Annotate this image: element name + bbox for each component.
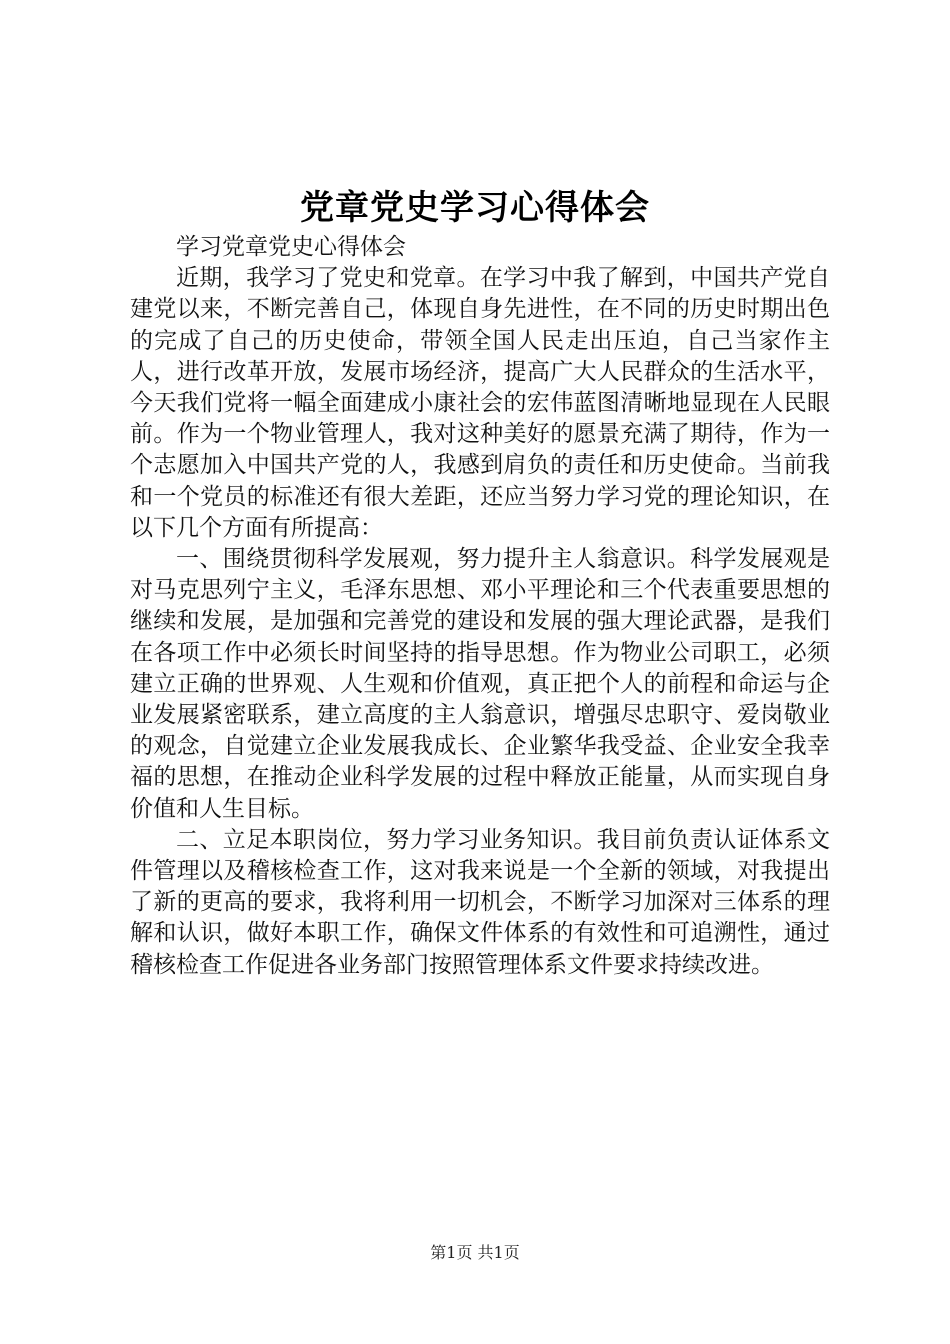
- document-title: 党章党史学习心得体会: [300, 188, 650, 228]
- section-one-paragraph: 一、围绕贯彻科学发展观，努力提升主人翁意识。科学发展观是对马克思列宁主义，毛泽东思想、邓小平理论和三个代表重要思想的继续和发展，是加强和完善党的建设和发展的强大理论武器，是我们在各项工作中必须长时间坚持的指导思想。作为物业公司职工，必须建立正确的世界观、人生观和价值观，真正把个人的前程和命运与企业发展紧密联系，建立高度的主人翁意识，增强尽忠职守、爱岗敬业的观念，自觉建立企业发展我成长、企业繁华我受益、企业安全我幸福的思想，在推动企业科学发展的过程中释放正能量，从而实现自身价值和人生目标。: [130, 546, 830, 822]
- subtitle-paragraph: 学习党章党史心得体会: [176, 234, 406, 260]
- page-footer: 第1页 共1页: [430, 1243, 520, 1262]
- document-body: [130, 232, 830, 981]
- section-two-paragraph: 二、立足本职岗位，努力学习业务知识。我目前负责认证体系文件管理以及稽核检查工作，这对我来说是一个全新的领域，对我提出了新的更高的要求，我将利用一切机会，不断学习加深对三体系的理解和认识，做好本职工作，确保文件体系的有效性和可追溯性，通过稽核检查工作促进各业务部门按照管理体系文件要求持续改进。: [130, 826, 830, 978]
- intro-paragraph: 近期，我学习了党史和党章。在学习中我了解到，中国共产党自建党以来，不断完善自己，体现自身先进性，在不同的历史时期出色的完成了自己的历史使命，带领全国人民走出压迫，自己当家作主人，进行改革开放，发展市场经济，提高广大人民群众的生活水平，今天我们党将一幅全面建成小康社会的宏伟蓝图清晰地显现在人民眼前。作为一个物业管理人，我对这种美好的愿景充满了期待，作为一个志愿加入中国共产党的人，我感到肩负的责任和历史使命。当前我和一个党员的标准还有很大差距，还应当努力学习党的理论知识，在以下几个方面有所提高：: [130, 265, 830, 541]
